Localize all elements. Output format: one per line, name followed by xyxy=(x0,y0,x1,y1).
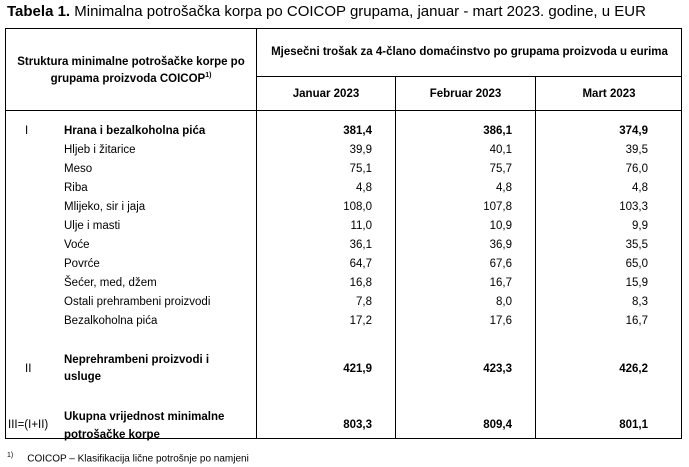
cell-feb: 36,9 xyxy=(489,239,512,251)
cell-mar: 4,8 xyxy=(632,182,648,194)
cell-feb: 10,9 xyxy=(489,220,512,232)
row-label: Ostali prehrambeni proizvodi xyxy=(64,296,211,308)
cell-feb: 107,8 xyxy=(483,201,512,213)
stub-header xyxy=(10,55,252,86)
row-label: Mlijeko, sir i jaja xyxy=(64,201,146,213)
group-value-feb: 386,1 xyxy=(483,125,512,137)
group-code: I xyxy=(25,125,29,137)
month-header-mar: Mart 2023 xyxy=(582,88,636,100)
span-header: Mjesečni trošak za 4-člano domaćinstvo po grupama proizvoda u eurima xyxy=(271,46,668,58)
cell-jan: 108,0 xyxy=(343,201,372,213)
row-label: Bezalkoholna pića xyxy=(64,315,158,327)
row-label: Voće xyxy=(64,239,90,251)
group-value-mar: 801,1 xyxy=(619,419,648,431)
cell-jan: 4,8 xyxy=(356,182,372,194)
group-value-jan: 381,4 xyxy=(343,125,372,137)
group-code: III=(I+II) xyxy=(8,419,49,431)
group-value-feb: 809,4 xyxy=(483,419,512,431)
group-title: Hrana i bezalkoholna pića xyxy=(64,125,206,137)
group-code: II xyxy=(25,363,32,375)
cell-jan: 36,1 xyxy=(349,239,372,251)
cell-jan: 17,2 xyxy=(349,315,372,327)
group-title-line1: Neprehrambeni proizvodi i xyxy=(64,354,210,366)
cell-mar: 76,0 xyxy=(625,163,648,175)
row-label: Riba xyxy=(64,182,88,194)
caption-text: Minimalna potrošačka korpa po COICOP grupama, januar - mart 2023. godine, u EUR xyxy=(70,3,646,20)
group-value-jan: 421,9 xyxy=(343,363,372,375)
cell-mar: 103,3 xyxy=(619,201,648,213)
cell-feb: 8,0 xyxy=(496,296,512,308)
caption-label: Tabela 1. xyxy=(7,3,71,20)
footnote xyxy=(7,452,249,464)
cell-feb: 75,7 xyxy=(489,163,512,175)
cell-mar: 39,5 xyxy=(625,144,648,156)
cell-mar: 8,3 xyxy=(632,296,648,308)
group-title-line2: potrošačke korpe xyxy=(64,429,160,441)
cell-mar: 65,0 xyxy=(625,258,648,270)
month-header-jan: Januar 2023 xyxy=(292,88,360,100)
footnote-text: COICOP – Klasifikacija lične potrošnje po namjeni xyxy=(27,453,249,465)
stub-header-line1: Struktura minimalne potrošačke korpe po xyxy=(17,56,245,68)
cell-feb: 67,6 xyxy=(489,258,512,270)
table-caption xyxy=(7,3,646,20)
group-value-feb: 423,3 xyxy=(483,363,512,375)
row-label: Meso xyxy=(64,163,93,175)
group-value-jan: 803,3 xyxy=(343,419,372,431)
footnote-mark: 1) xyxy=(7,452,14,459)
header-bottom-rule xyxy=(5,110,682,111)
cell-mar: 16,7 xyxy=(625,315,648,327)
header-divider xyxy=(256,76,682,77)
row-label: Hljeb i žitarice xyxy=(64,144,136,156)
cell-jan: 11,0 xyxy=(350,220,372,232)
stub-header-footnote-mark: 1) xyxy=(205,72,212,79)
group-title-line2: usluge xyxy=(64,371,102,383)
row-label: Šećer, med, džem xyxy=(64,277,157,289)
month-header-feb: Februar 2023 xyxy=(429,88,502,100)
cell-feb: 40,1 xyxy=(489,144,512,156)
cell-jan: 75,1 xyxy=(349,163,372,175)
group-title-line1: Ukupna vrijednost minimalne xyxy=(64,411,225,423)
group-value-mar: 374,9 xyxy=(619,125,648,137)
cell-mar: 35,5 xyxy=(625,239,648,251)
group-title xyxy=(64,408,224,444)
cell-jan: 7,8 xyxy=(356,296,372,308)
group-title xyxy=(64,352,209,386)
cell-mar: 15,9 xyxy=(625,277,648,289)
cell-jan: 16,8 xyxy=(349,277,372,289)
stub-header-line2: grupama proizvoda COICOP xyxy=(50,72,206,85)
row-label: Povrće xyxy=(64,258,100,270)
cell-feb: 4,8 xyxy=(496,182,512,194)
cell-feb: 17,6 xyxy=(489,315,512,327)
cell-jan: 64,7 xyxy=(349,258,372,270)
cell-jan: 39,9 xyxy=(349,144,372,156)
cell-feb: 16,7 xyxy=(489,277,512,289)
group-value-mar: 426,2 xyxy=(619,363,648,375)
cell-mar: 9,9 xyxy=(632,220,648,232)
row-label: Ulje i masti xyxy=(64,220,121,232)
